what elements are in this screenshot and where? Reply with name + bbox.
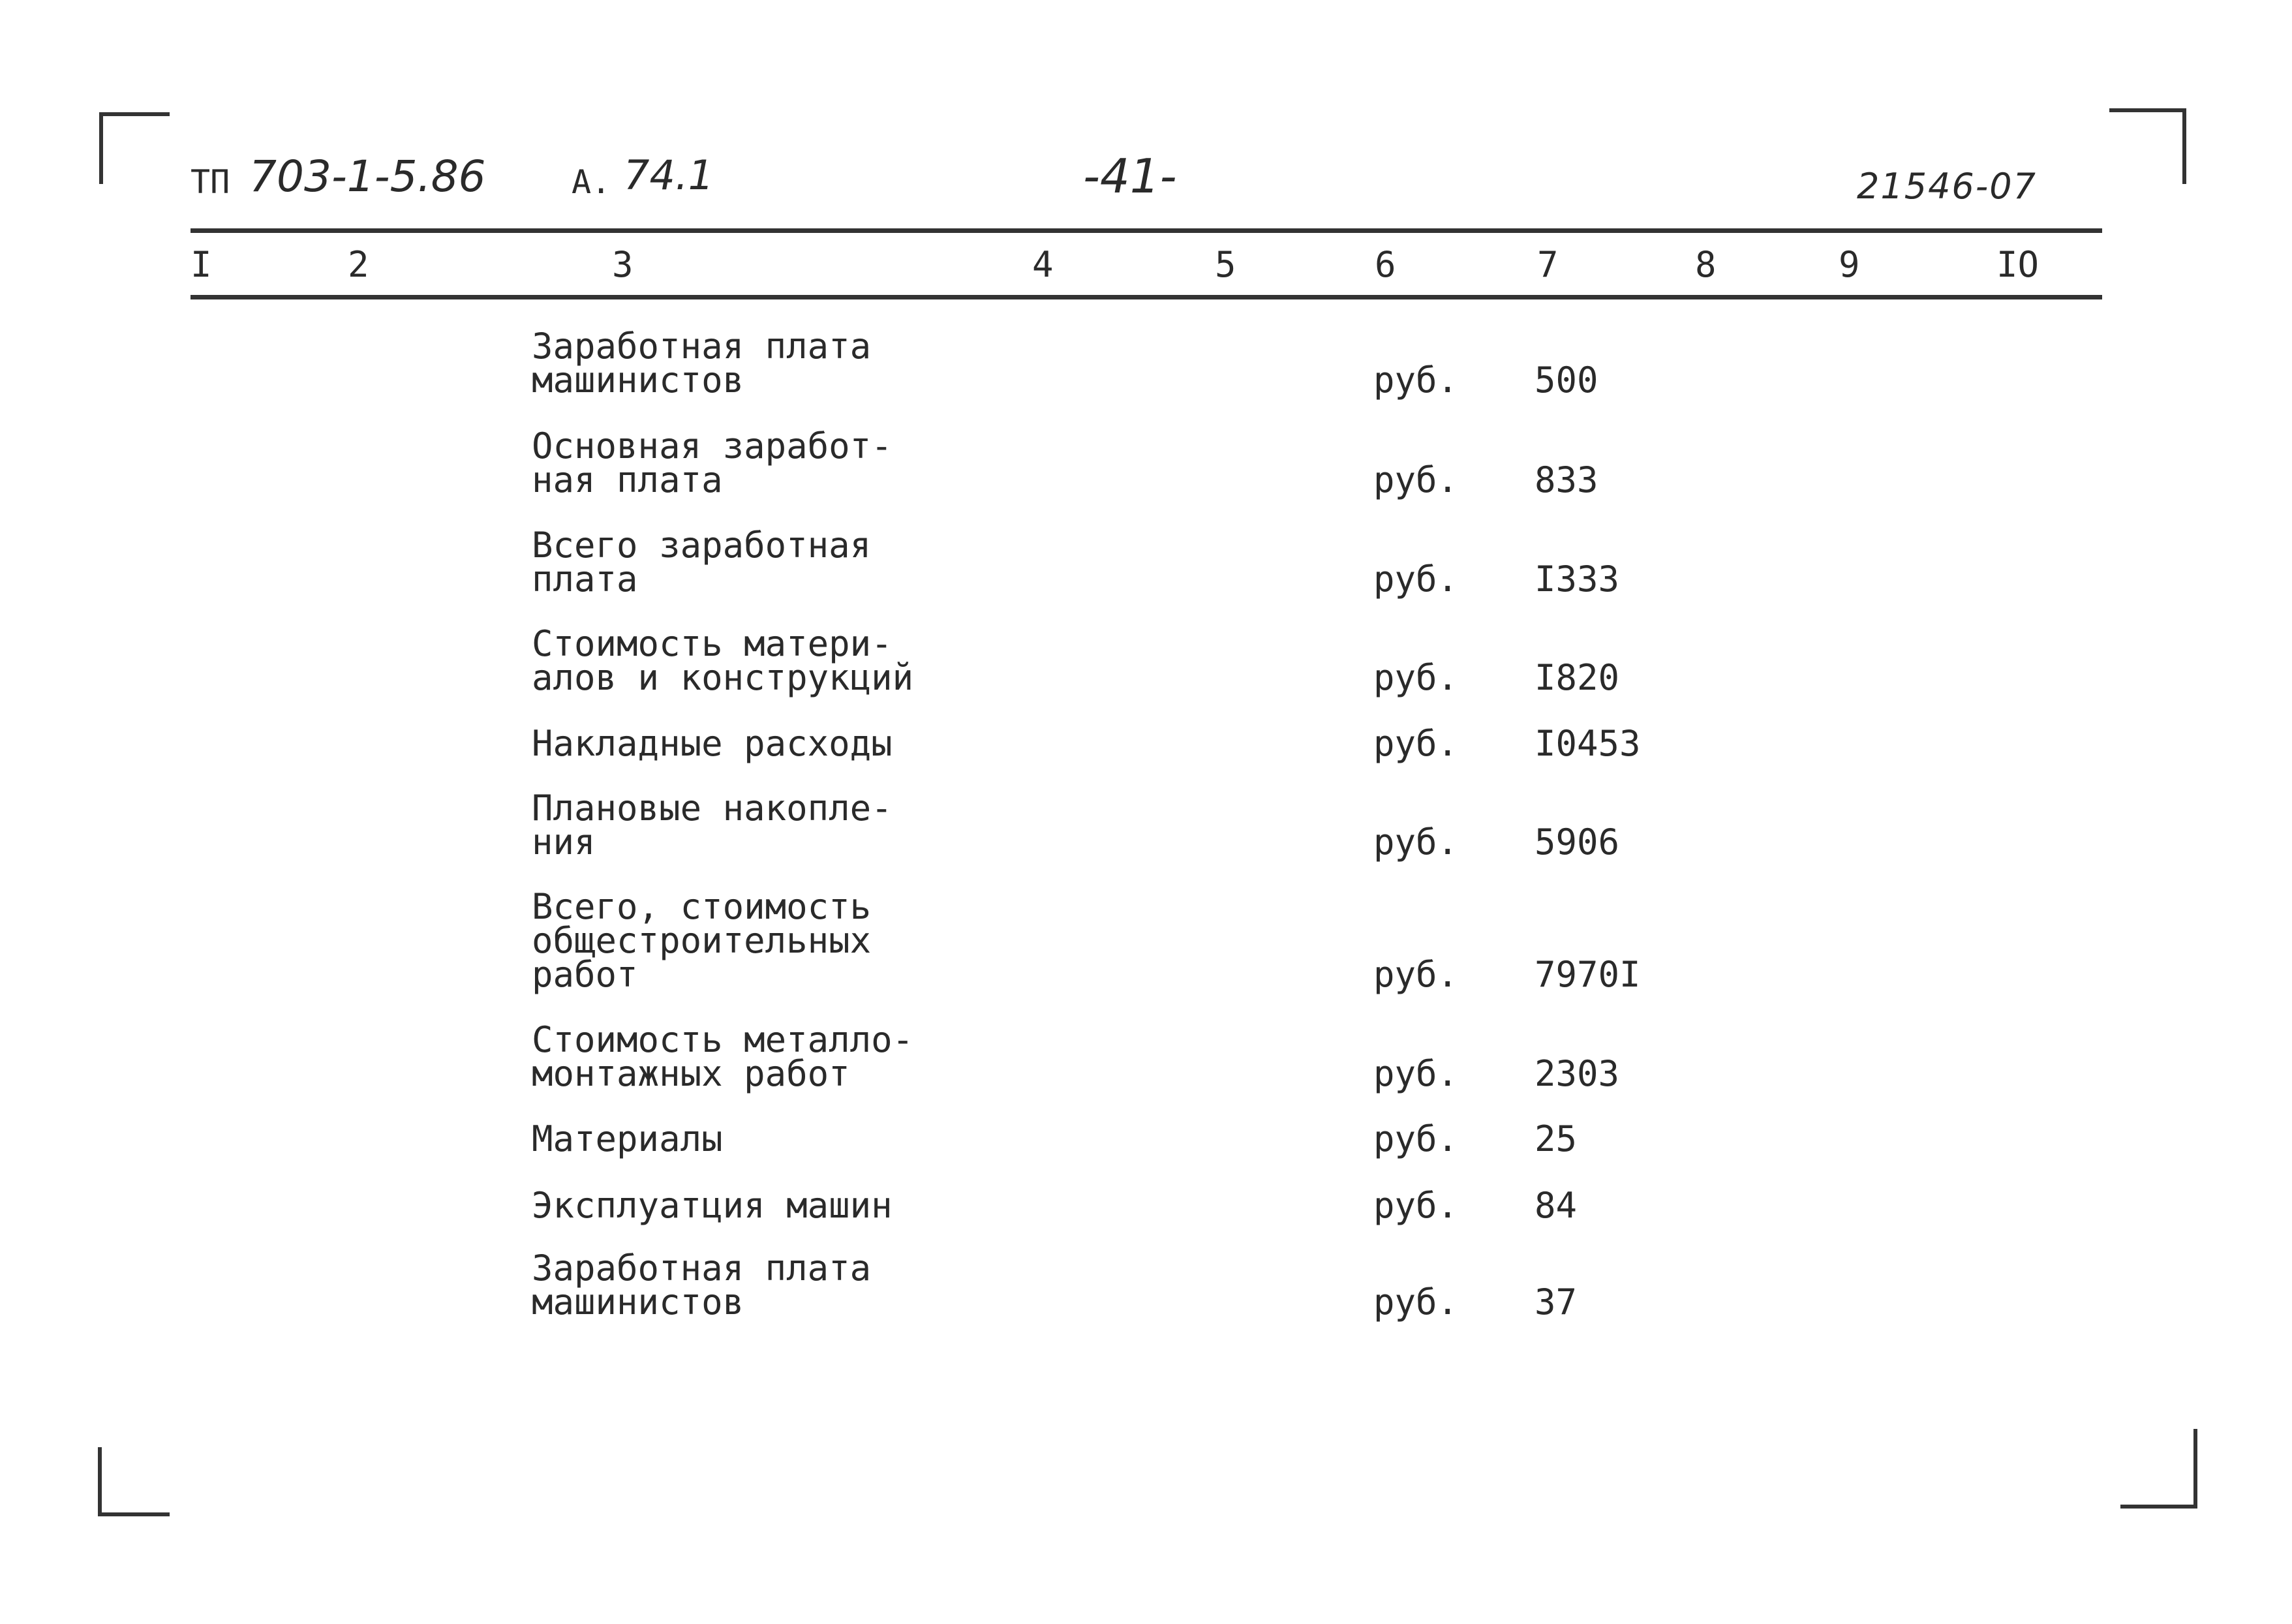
page-number: -41- [1083, 149, 1177, 204]
row-value: 37 [1535, 1281, 1578, 1323]
row-name: Накладные расходы [532, 723, 893, 764]
sheet-code: 21546-07 [1857, 166, 2037, 207]
column-number-2: 2 [348, 244, 369, 285]
column-number-6: 6 [1375, 244, 1396, 285]
doc-prefix: ТП [191, 163, 230, 201]
header-rule-bottom [191, 295, 2102, 299]
row-value: 833 [1535, 459, 1598, 500]
row-name: Эксплуатция машин [532, 1185, 893, 1226]
row-unit: руб. [1373, 1185, 1459, 1226]
row-value: 5906 [1535, 821, 1620, 863]
column-number-8: 8 [1695, 244, 1717, 285]
header-rule-top [191, 228, 2102, 233]
row-name: Всего заработная плата [532, 525, 872, 600]
column-number-5: 5 [1215, 244, 1236, 285]
column-number-1: I [191, 244, 212, 285]
doc-number: 703-1-5.86 [249, 151, 486, 202]
row-unit: руб. [1373, 723, 1459, 764]
row-unit: руб. [1373, 821, 1459, 863]
row-unit: руб. [1373, 1053, 1459, 1094]
column-number-3: 3 [612, 244, 634, 285]
row-unit: руб. [1373, 657, 1459, 698]
column-number-4: 4 [1032, 244, 1054, 285]
row-value: I333 [1535, 559, 1620, 600]
row-value: 7970I [1535, 954, 1641, 995]
row-name: Заработная плата машинистов [532, 326, 872, 401]
row-name: Всего, стоимость общестроительных работ [532, 886, 872, 995]
row-unit: руб. [1373, 459, 1459, 500]
row-value: 2303 [1535, 1053, 1620, 1094]
frame-corner-top-right [2109, 108, 2186, 184]
row-value: 25 [1535, 1118, 1578, 1159]
row-unit: руб. [1373, 360, 1459, 401]
row-name: Основная заработ- ная плата [532, 425, 893, 500]
album-number: 74.1 [624, 151, 714, 199]
row-unit: руб. [1373, 954, 1459, 995]
album-prefix: А. [572, 163, 611, 201]
frame-corner-bottom-left [98, 1447, 170, 1516]
row-unit: руб. [1373, 1118, 1459, 1159]
column-number-7: 7 [1537, 244, 1559, 285]
row-name: Стоимость матери- алов и конструкций [532, 623, 914, 698]
frame-corner-top-left [99, 112, 170, 184]
row-value: 500 [1535, 360, 1598, 401]
row-unit: руб. [1373, 1281, 1459, 1323]
row-value: I0453 [1535, 723, 1641, 764]
row-name: Материалы [532, 1118, 723, 1159]
row-name: Заработная плата машинистов [532, 1248, 872, 1323]
column-number-10: IO [1996, 244, 2040, 285]
row-value: I820 [1535, 657, 1620, 698]
frame-corner-bottom-right [2120, 1429, 2197, 1509]
row-unit: руб. [1373, 559, 1459, 600]
row-name: Плановые накопле- ния [532, 788, 893, 863]
column-number-9: 9 [1839, 244, 1860, 285]
row-value: 84 [1535, 1185, 1578, 1226]
row-name: Стоимость металло- монтажных работ [532, 1019, 914, 1094]
